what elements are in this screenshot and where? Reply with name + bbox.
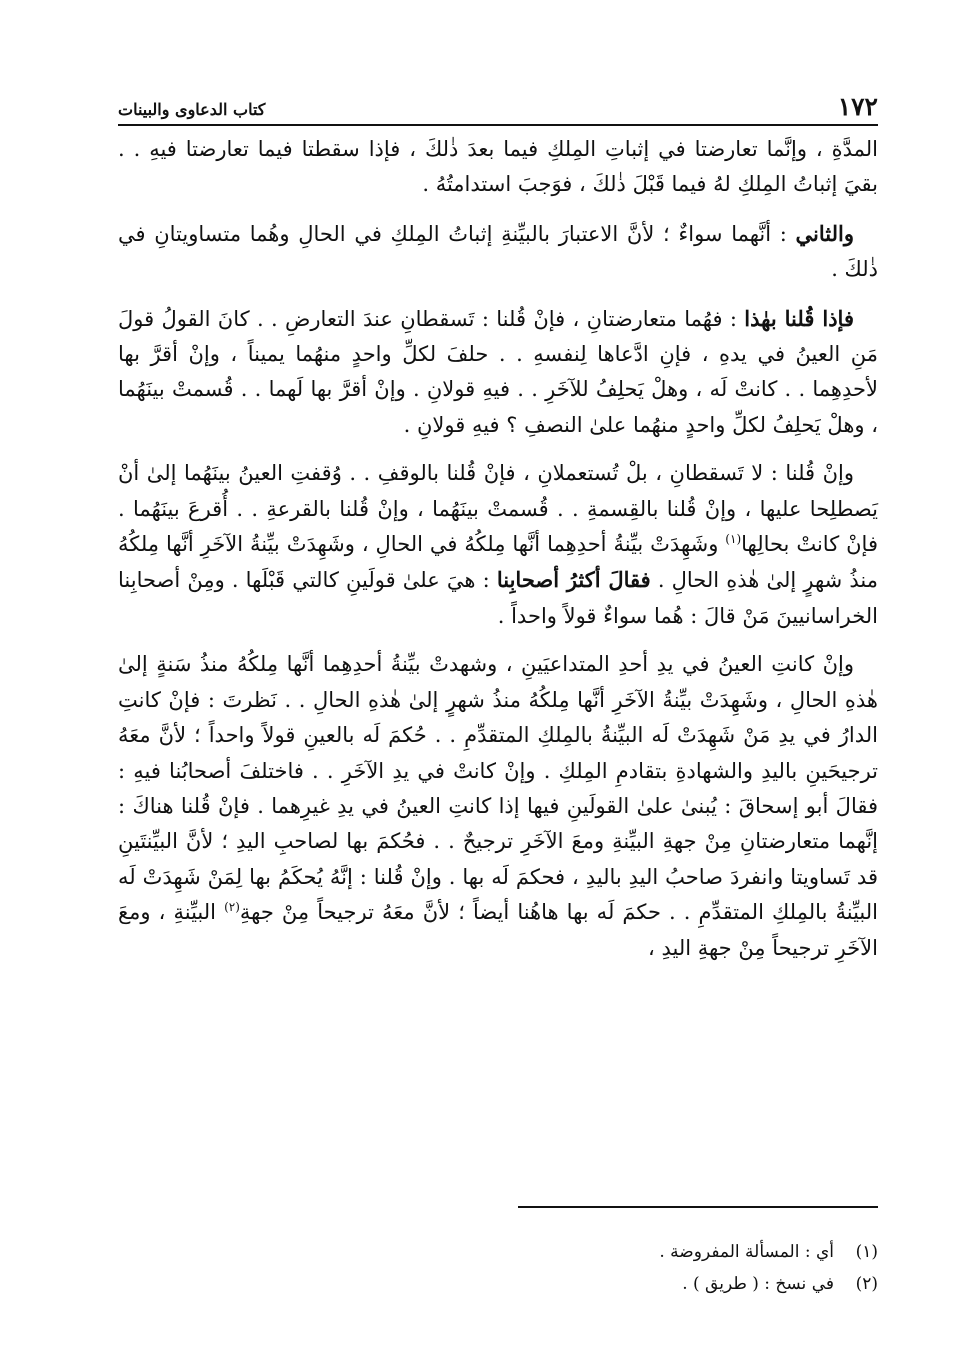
footnote-text: في نسخ : ( طريق ) . bbox=[682, 1274, 834, 1294]
footnote-number: (١) bbox=[855, 1242, 878, 1262]
book-title: كتاب الدعاوى والبينات bbox=[118, 100, 266, 119]
paragraph-text: وإنْ كانتِ العينُ في يدِ أحدِ المتداعيَينِ ، وشهدتْ بيِّنةُ أحدِهِما أنَّها مِلكُهُ منذُ سَنةٍ إلىٰ هٰذهِ الحالِ ، وشَهِدَتْ بيِّنةُ الآخَرِ أنَّها مِلكُهُ منذُ شهرٍ إلىٰ هٰذهِ الحالِ . . نَظرتَ : فإنْ كانتِ الدارُ في يدِ مَنْ شَهِدَتْ لَه البيِّنةُ بالمِلكِ المتقدِّمِ . . حُكمَ لَه بالعينِ قولاً واحداً ؛ لأنَّ معَهُ ترجيحَينِ باليدِ والشهادةِ بتقادمِ المِلكِ . وإنْ كانتْ في يدِ الآخَرِ . . فاختلفَ أصحابُنا فيهِ : فقالَ أبو إسحاقَ : يُبنىٰ علىٰ القولَينِ فيها إذا كانتِ العينُ في يدِ غيرِهما . فإنْ قُلنا هناكَ : إنَّهما متعارضتانِ مِنْ جهةِ البيِّنةِ ومعَ الآخَرِ ترجيحٌ . . فحُكمَ بها لصاحبِ اليدِ ؛ لأنَّ البيِّنتَينِ قد تَساويتا وانفردَ صاحبُ اليدِ باليدِ ، فحكمَ لَه بها . وإنْ قُلنا : إنَّهُ يُحكَمُ بها لِمَنْ شَهِدَتْ لَه البيِّنةُ بالمِلكِ المتقدِّمِ . . حكمَ لَه بها هاهُنا أيضاً ؛ لأنَّ معَهُ ترجيحاً مِنْ جهةِ bbox=[118, 652, 878, 925]
footnote-text: أي : المسألة المفروضة . bbox=[659, 1242, 834, 1262]
paragraph-3 bbox=[118, 301, 878, 444]
paragraph-text: البيِّنةِ ، ومعَ الآخَرِ ترجيحاً مِنْ جهةِ اليدِ ، bbox=[118, 900, 878, 960]
paragraph-1 bbox=[118, 132, 878, 203]
paragraph-text: وشَهِدَتْ بيِّنةُ أحدِهِما أنَّها مِلكُهُ في الحالِ ، وشَهِدَتْ بيِّنةُ الآخَرِ أنَّها مِلكُهُ منذُ شهرٍ إلىٰ هٰذهِ الحالِ . bbox=[118, 532, 878, 593]
paragraph-text: : فهُما متعارضتانِ ، فإنْ قُلنا : تَسقطانِ عندَ التعارضِ . . كانَ القولُ قولَ مَنِ العينُ في يدهِ ، فإنِ ادَّعاها لِنفسهِ . . حلفَ لكلِّ واحدٍ منهُما يميناً ، وإنْ أقرَّ بها لأحدِهِما . . كانتْ لَه ، وهلْ يَحلِفُ للآخَرِ . . فيهِ قولانِ . وإنْ أقرَّ بها لَهما . . قُسمتْ بينَهُما ، وهلْ يَحلِفُ لكلِّ واحدٍ منهُما علىٰ النصفِ ؟ فيهِ قولانِ . bbox=[118, 306, 878, 437]
paragraph-5 bbox=[118, 647, 878, 966]
paragraph-text: وإنْ قُلنا : لا تَسقطانِ ، بلْ تُستعملانِ ، فإنْ قُلنا بالوقفِ . . وُقفتِ العينُ بينَهُما إلىٰ أنْ يَصطلِحا عليها ، وإنْ قُلنا بالقِسمةِ . . قُسمتْ بينَهُما ، وإنْ قُلنا بالقرعةِ . . أُقرعَ بينَهُما . فإنْ كانتْ بحالِها bbox=[118, 461, 878, 557]
paragraph-lead: فإذا قُلنا بهٰذا bbox=[744, 305, 854, 331]
paragraph-text: : هيَ علىٰ قولَينِ كالتي قَبْلَها . ومِنْ أصحابِنا الخراسانيينَ مَنْ قالَ : هُما سواءٌ قولاً واحداً . bbox=[118, 568, 878, 628]
paragraph-lead: والثاني bbox=[795, 220, 854, 246]
paragraph-text: : أنَّهما سواءٌ ؛ لأنَّ الاعتبارَ بالبيِّنةِ إثباتُ المِلكِ في الحالِ وهُما متساويتانِ في ذٰلكَ . bbox=[118, 221, 878, 282]
paragraph-4 bbox=[118, 456, 878, 634]
footnote-item bbox=[118, 1236, 878, 1268]
footnote-number: (٢) bbox=[855, 1274, 878, 1294]
paragraph-text: المدَّةِ ، وإنَّما تعارضتا في إثباتِ المِلكِ فيما بعدَ ذٰلكَ ، فإذا سقطتا فيما تعارضتا فيهِ . . بقيَ إثباتُ المِلكِ لهُ فيما قَبْلَ ذٰلكَ ، فوَجبَ استدامتُهُ . bbox=[118, 137, 878, 197]
footnote-item bbox=[118, 1268, 878, 1300]
paragraph-2 bbox=[118, 216, 878, 288]
footnotes bbox=[118, 1236, 878, 1300]
paragraph-bold-phrase: فقالَ أكثرُ أصحابِنا bbox=[496, 567, 651, 593]
footnote-rule bbox=[518, 1206, 878, 1208]
running-header bbox=[118, 88, 878, 122]
footnote-marker-1[interactable]: (١) bbox=[725, 532, 742, 547]
header-rule bbox=[118, 124, 878, 126]
page-number: ١٧٢ bbox=[837, 92, 878, 121]
main-text bbox=[118, 132, 878, 979]
footnote-marker-2[interactable]: (٢) bbox=[224, 900, 240, 915]
